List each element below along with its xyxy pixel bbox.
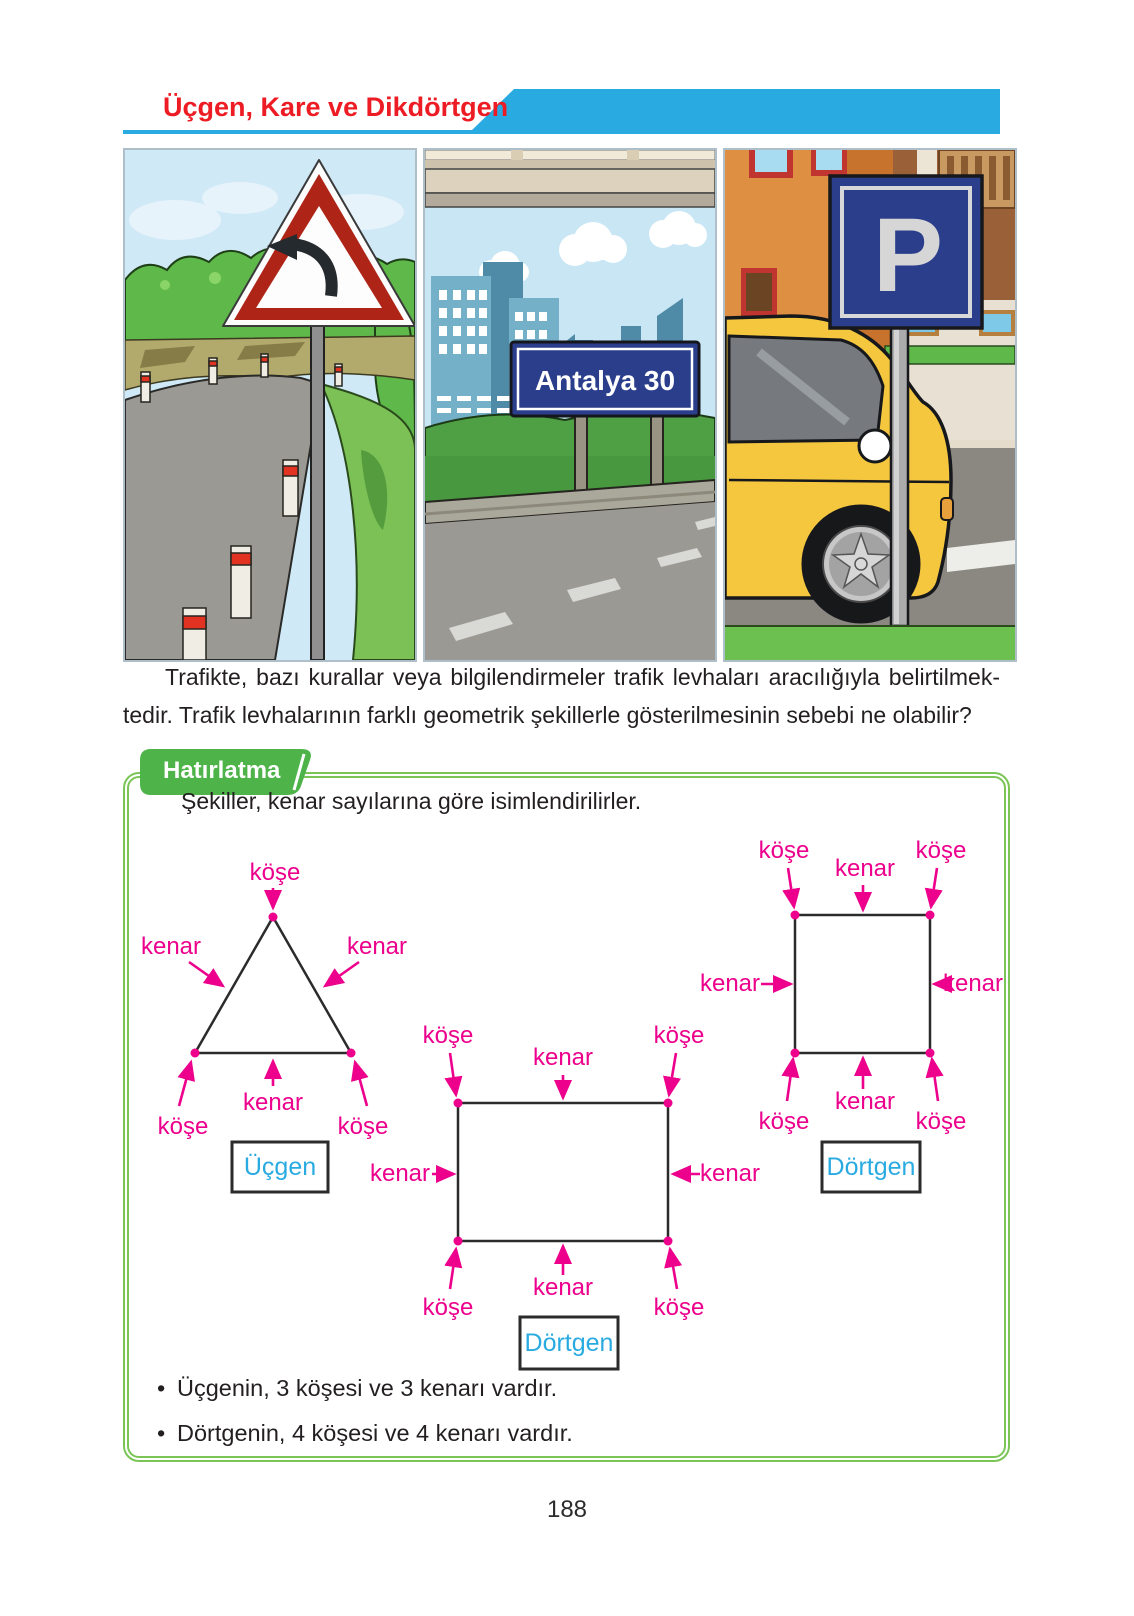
corner-label: köşe	[915, 1108, 967, 1135]
page-title: Üçgen, Kare ve Dikdörtgen	[163, 92, 509, 122]
corner-arrow	[931, 868, 937, 907]
quad-name: Dörtgen	[826, 1153, 916, 1181]
corner-label: köşe	[422, 1294, 474, 1321]
bullet-item	[157, 1411, 573, 1456]
sign-pole	[311, 320, 324, 660]
edge-arrow	[325, 962, 359, 986]
corner-label: köşe	[758, 837, 810, 864]
edge-label: kenar	[942, 970, 1004, 997]
corner-label: köşe	[422, 1022, 474, 1049]
page-number: 188	[546, 1496, 588, 1523]
corner-arrow	[450, 1249, 456, 1289]
corner-arrow	[788, 868, 794, 907]
vertex-dot	[454, 1237, 463, 1246]
corner-label: köşe	[157, 1113, 209, 1140]
edge-label: kenar	[369, 1160, 431, 1187]
edge-label: kenar	[242, 1089, 304, 1116]
reminder-box	[123, 757, 1010, 1462]
corner-label: köşe	[337, 1113, 389, 1140]
tail-light	[941, 498, 953, 520]
bullet-dot: •	[157, 1420, 166, 1446]
corner-arrow	[450, 1053, 456, 1095]
corner-arrow	[669, 1053, 676, 1095]
illustration-row	[123, 148, 1017, 662]
vertex-dot	[664, 1099, 673, 1108]
city-sign	[511, 342, 699, 416]
corner-label: köşe	[249, 859, 301, 886]
corner-label: köşe	[653, 1294, 705, 1321]
edge-label: kenar	[834, 855, 896, 882]
edge-label: kenar	[699, 1160, 761, 1187]
corner-label: köşe	[653, 1022, 705, 1049]
vertex-dot	[454, 1099, 463, 1108]
reminder-sentence: Şekiller, kenar sayılarına göre isimlendirilirler.	[181, 788, 642, 814]
parking-illustration	[723, 148, 1017, 662]
curve-road-scene	[125, 150, 415, 660]
city-sign-illustration	[423, 148, 717, 662]
edge-label: kenar	[699, 970, 761, 997]
corner-label: köşe	[758, 1108, 810, 1135]
bullet-text: Dörtgenin, 4 köşesi ve 4 kenarı vardır.	[177, 1420, 573, 1446]
diagram-area	[129, 778, 1004, 1456]
reminder-badge-label: Hatırlatma	[163, 757, 281, 784]
overpass	[425, 150, 715, 207]
triangle-name: Üçgen	[243, 1153, 317, 1181]
edge-label: kenar	[834, 1088, 896, 1115]
vertex-dot	[664, 1237, 673, 1246]
vertex-dot	[926, 911, 935, 920]
edge-arrow	[189, 962, 223, 986]
pole-highlight	[894, 326, 899, 624]
vertex-dot	[191, 1049, 200, 1058]
corner-label: köşe	[915, 837, 967, 864]
bullet-list	[157, 1366, 573, 1456]
corner-arrow	[932, 1059, 938, 1101]
corner-arrow	[179, 1062, 191, 1106]
intro-line-2: tedir. Trafik levhalarının farklı geometrik şekillerle gösterilmesinin sebebi ne olabilir?	[123, 702, 972, 728]
quad-name: Dörtgen	[524, 1329, 614, 1357]
square-diagram	[685, 825, 1007, 1200]
bullet-dot: •	[157, 1375, 166, 1401]
edge-label: kenar	[532, 1044, 594, 1071]
sign-pole	[891, 324, 908, 626]
vertex-dot	[926, 1049, 935, 1058]
edge-label: kenar	[140, 933, 202, 960]
square-shape	[795, 915, 930, 1053]
edge-label: kenar	[346, 933, 408, 960]
parking-sign-text: P	[872, 197, 944, 314]
city-sign-text: Antalya 30	[534, 365, 676, 396]
curve-road-illustration	[123, 148, 417, 662]
intro-line-1: Trafikte, bazı kurallar veya bilgilendirmeler trafik levhaları aracılığıyla belirtilmek-	[165, 664, 1000, 690]
edge-label: kenar	[532, 1274, 594, 1301]
hills	[425, 410, 715, 460]
vertex-dot	[791, 1049, 800, 1058]
corner-arrow	[787, 1059, 793, 1101]
bullet-item	[157, 1366, 573, 1411]
grass-strip	[725, 626, 1015, 660]
header-banner	[468, 89, 1000, 134]
fuel-cap	[859, 430, 891, 462]
corner-arrow	[670, 1249, 677, 1289]
highway-scene	[425, 150, 715, 660]
intro-paragraph	[123, 658, 1000, 734]
vertex-dot	[269, 913, 278, 922]
rectangle-shape	[458, 1103, 668, 1241]
vertex-dot	[791, 911, 800, 920]
parking-scene	[725, 150, 1015, 660]
parking-sign	[830, 176, 982, 328]
bullet-text: Üçgenin, 3 köşesi ve 3 kenarı vardır.	[177, 1375, 558, 1401]
